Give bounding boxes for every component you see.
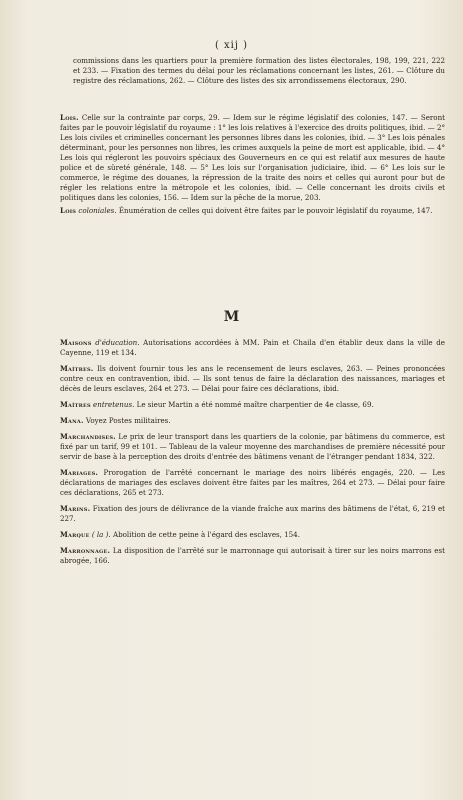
entry-heading-italic: entretenus.: [93, 400, 135, 409]
entry-heading: Maisons: [60, 338, 92, 347]
section-letter: M: [223, 309, 240, 325]
entry-text: Le sieur Martin a été nommé maître charpentier de 4e classe, 69.: [136, 400, 374, 409]
entry-heading: Mariages.: [60, 468, 99, 477]
index-entry-lois-coloniales: [60, 206, 445, 216]
index-entry-marque: [60, 530, 445, 540]
entry-heading: Marchandises.: [60, 432, 116, 441]
entry-text: La disposition de l'arrêté sur le marronnage qui autorisait à tirer sur les noirs marrons est abrogée, 166.: [60, 546, 445, 565]
entry-text: Fixation des jours de délivrance de la viande fraîche aux marins des bâtimens de l'état, 6, 219 et 227.: [60, 504, 445, 523]
lois-entries: [60, 113, 445, 216]
index-entry-marronnage: [60, 546, 445, 566]
entry-text: Ils doivent fournir tous les ans le recensement de leurs esclaves, 263. — Peines prononcées contre ceux en contravention, ibid. — Ils sont tenus de faire la déclaration des naissances, mariages et décès de leurs esclaves, 264 et 273. — Délai pour faire ces déclarations, ibid.: [60, 364, 445, 393]
entry-heading-italic: coloniales.: [78, 206, 117, 215]
entry-heading: Marins.: [60, 504, 91, 513]
index-entry-lois: [60, 113, 445, 203]
entry-heading: Marque: [60, 530, 90, 539]
entry-heading: Lois.: [60, 113, 79, 122]
index-entry-mariages: [60, 468, 445, 498]
page-number: ( xij ): [214, 40, 249, 51]
index-entry-maitres-entretenus: [60, 400, 445, 410]
entry-heading-italic: d'éducation.: [95, 338, 140, 347]
entry-heading: Mana.: [60, 416, 84, 425]
entry-text: Autorisations accordées à MM. Pain et Chaila d'en établir deux dans la ville de Cayenne, 119 et 134.: [60, 338, 445, 357]
entry-heading-italic: ( la ).: [91, 530, 111, 539]
entry-text: Abolition de cette peine à l'égard des esclaves, 154.: [112, 530, 300, 539]
index-entry-maitres: [60, 364, 445, 394]
entry-heading: Maîtres: [60, 400, 91, 409]
entry-text: Énumération de celles qui doivent être faites par le pouvoir législatif du royaume, 147.: [118, 206, 433, 215]
entry-text: Prorogation de l'arrêté concernant le mariage des noirs libérés engagés, 220. — Les déclarations de mariages des esclaves doivent être faites par les maîtres, 264 et 273. — Délai pour faire ces déclarations, 265 et 273.: [60, 468, 445, 497]
entry-heading: Lois: [60, 206, 77, 215]
entry-text: Le prix de leur transport dans les quartiers de la colonie, par bâtimens du commerce, est fixé par un tarif, 99 et 101. — Tableau de la valeur moyenne des marchandises de première nécessité pour servir de base à la perception des droits d'entrée des bâtimens venant de l'étranger pendant 1834, 322.: [60, 432, 445, 461]
index-entry-marins: [60, 504, 445, 524]
entry-heading: Marronnage.: [60, 546, 111, 555]
top-continuation-block: [60, 56, 445, 86]
index-entry-maisons: [60, 338, 445, 358]
index-entry-marchandises: [60, 432, 445, 462]
m-entries: [60, 338, 445, 566]
entry-heading: Maîtres.: [60, 364, 94, 373]
index-entry-mana: [60, 416, 445, 426]
continuation-paragraph: commissions dans les quartiers pour la première formation des listes électorales, 198, 199, 221, 222 et 233. — Fixation des termes du délai pour les réclamations concernant les listes, 261. — Clôture du registre des réclamations, 262. — Clôture des listes des six arrondissemens électoraux, 290.: [73, 56, 445, 85]
entry-text: Celle sur la contrainte par corps, 29. — Idem sur le régime législatif des colonies, 147. — Seront faites par le pouvoir législatif du royaume : 1° les lois relatives à l'exercice des droits politiques, ibid. — 2° Les lois civiles et criminelles concernant les personnes libres dans les colonies, ibid. — 3° Les lois pénales déterminant, pour les personnes non libres, les crimes auxquels la peine de mort est applicable, ibid. — 4° Les lois qui régleront les pouvoirs spéciaux des Gouverneurs en ce qui est relatif aux mesures de haute police et de sûreté générale, 148. — 5° Les lois sur l'organisation judiciaire, ibid. — 6° Les lois sur le commerce, le régime des douanes, la répression de la traite des noirs et celles qui auront pour but de régler les relations entre la métropole et les colonies, ibid. — Celle concernant les droits civils et politiques dans les colonies, 156. — Idem sur la pêche de la morue, 203.: [60, 113, 446, 202]
entry-text: Voyez Postes militaires.: [85, 416, 171, 425]
